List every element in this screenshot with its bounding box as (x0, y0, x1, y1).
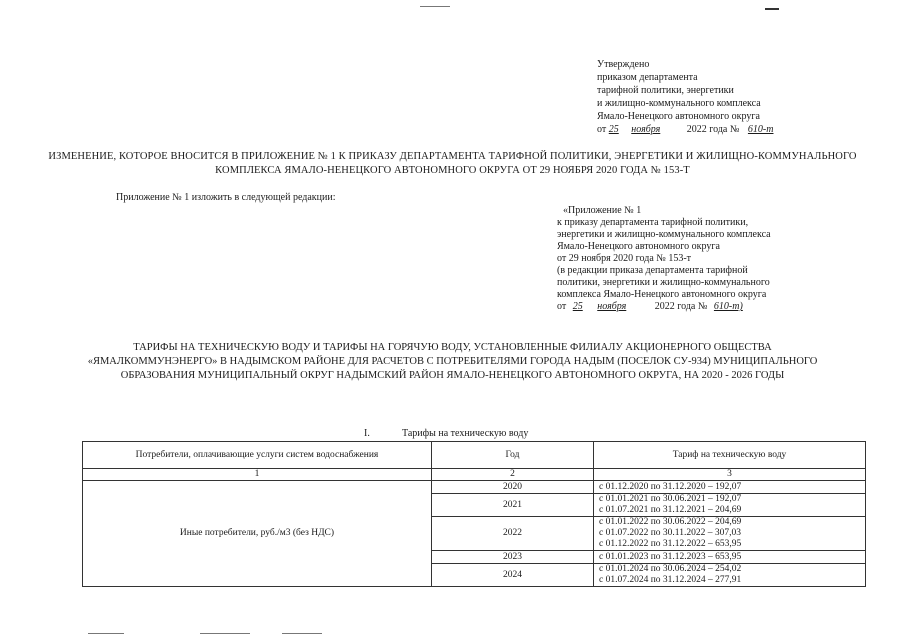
approval-date-day: 25 (608, 124, 619, 135)
approval-line: тарифной политики, энергетики (597, 85, 734, 96)
approval-date-year: 2022 года № (686, 124, 740, 135)
tariff-cell (594, 494, 866, 517)
approval-date-month: ноября (631, 124, 661, 135)
approval-date-prefix: от (597, 124, 607, 135)
tariff-cell (594, 564, 866, 587)
year-cell: 2023 (432, 551, 594, 564)
scan-mark (420, 6, 450, 7)
approval-order-number: 610-т (747, 124, 774, 135)
tariff-cell (594, 551, 866, 564)
scan-mark (200, 633, 250, 634)
annex-order-number: 610-т) (713, 301, 743, 312)
section-number: I. (364, 428, 370, 439)
annex-line: к приказу департамента тарифной политики, (557, 217, 749, 228)
table-index-row (83, 469, 866, 481)
header-year: Год (432, 442, 594, 469)
approval-line: Ямало-Ненецкого автономного округа (597, 111, 760, 122)
tariff-period: с 01.07.2024 по 31.12.2024 – 277,91 (599, 575, 742, 585)
tariff-period: с 01.01.2022 по 30.06.2022 – 204,69 (599, 517, 742, 527)
annex-line: (в редакции приказа департамента тарифной (557, 265, 748, 276)
tariff-period: с 01.07.2022 по 30.11.2022 – 307,03 (599, 528, 741, 538)
consumer-cell: Иные потребители, руб./м3 (без НДС) (83, 481, 432, 587)
tariff-cell (594, 517, 866, 551)
column-number: 2 (432, 469, 594, 481)
annex-line: комплекса Ямало-Ненецкого автономного округа (557, 289, 767, 300)
annex-date-year: 2022 года № (654, 301, 708, 312)
tariff-period: с 01.07.2021 по 31.12.2021 – 204,69 (599, 505, 742, 515)
tariff-table (82, 441, 866, 587)
tariff-title: ТАРИФЫ НА ТЕХНИЧЕСКУЮ ВОДУ И ТАРИФЫ НА ГОРЯЧУЮ ВОДУ, УСТАНОВЛЕННЫЕ ФИЛИАЛУ АКЦИОНЕРНОГО ОБЩЕСТВА «ЯМАЛКОММУНЭНЕРГО» В НАДЫМСКОМ РАЙОНЕ ДЛЯ РАСЧЕТОВ С ПОТРЕБИТЕЛЯМИ ГОРОДА НАДЫМ (ПОСЕЛОК СУ-934) МУНИЦИПАЛЬНОГО ОБРАЗОВАНИЯ МУНИЦИПАЛЬНЫЙ ОКРУГ НАДЫМСКИЙ РАЙОН ЯМАЛО-НЕНЕЦКОГО АВТОНОМНОГО ОКРУГА, НА 2020 - 2026 ГОДЫ (87, 342, 818, 381)
section-title (364, 428, 528, 439)
header-tariff: Тариф на техническую воду (594, 442, 866, 469)
approval-line: и жилищно-коммунального комплекса (597, 98, 761, 109)
column-number: 1 (83, 469, 432, 481)
tariff-period: с 01.01.2021 по 30.06.2021 – 192,07 (599, 494, 742, 504)
annex-date-month: ноября (597, 301, 627, 312)
approval-line: приказом департамента (597, 72, 698, 83)
approval-block (597, 58, 773, 136)
year-cell: 2021 (432, 494, 594, 517)
intro-text: Приложение № 1 изложить в следующей редакции: (116, 192, 336, 203)
approval-date-line (597, 123, 773, 136)
annex-date-day: 25 (572, 301, 583, 312)
tariff-period: с 01.12.2022 по 31.12.2022 – 653,95 (599, 539, 742, 549)
annex-date-prefix: от (557, 301, 567, 312)
annex-date-line (557, 301, 771, 313)
annex-line: от 29 ноября 2020 года № 153-т (557, 253, 692, 264)
approval-line: Утверждено (597, 59, 650, 70)
year-cell: 2020 (432, 481, 594, 494)
annex-line: политики, энергетики и жилищно-коммунального (557, 277, 770, 288)
annex-line: «Приложение № 1 (563, 205, 642, 216)
table-row (83, 481, 866, 494)
section-heading: Тарифы на техническую воду (402, 428, 529, 439)
column-number: 3 (594, 469, 866, 481)
annex-line: Ямало-Ненецкого автономного округа (557, 241, 720, 252)
tariff-period: с 01.01.2023 по 31.12.2023 – 653,95 (599, 551, 742, 562)
year-cell: 2022 (432, 517, 594, 551)
scan-mark (88, 633, 124, 634)
annex-line: энергетики и жилищно-коммунального комплекса (557, 229, 771, 240)
change-title: ИЗМЕНЕНИЕ, КОТОРОЕ ВНОСИТСЯ В ПРИЛОЖЕНИЕ № 1 К ПРИКАЗУ ДЕПАРТАМЕНТА ТАРИФНОЙ ПОЛИТИКИ, ЭНЕРГЕТИКИ И ЖИЛИЩНО-КОММУНАЛЬНОГО КОМПЛЕКСА ЯМАЛО-НЕНЕЦКОГО АВТОНОМНОГО ОКРУГА ОТ 29 НОЯБРЯ 2020 ГОДА № 153-Т (48, 151, 857, 176)
scan-mark (765, 8, 779, 10)
tariff-cell (594, 481, 866, 494)
year-cell: 2024 (432, 564, 594, 587)
table-header-row (83, 442, 866, 469)
header-consumers: Потребители, оплачивающие услуги систем водоснабжения (83, 442, 432, 469)
annex-block (557, 205, 771, 313)
tariff-period: с 01.12.2020 по 31.12.2020 – 192,07 (599, 481, 742, 492)
tariff-period: с 01.01.2024 по 30.06.2024 – 254,02 (599, 564, 742, 574)
scan-mark (282, 633, 322, 634)
